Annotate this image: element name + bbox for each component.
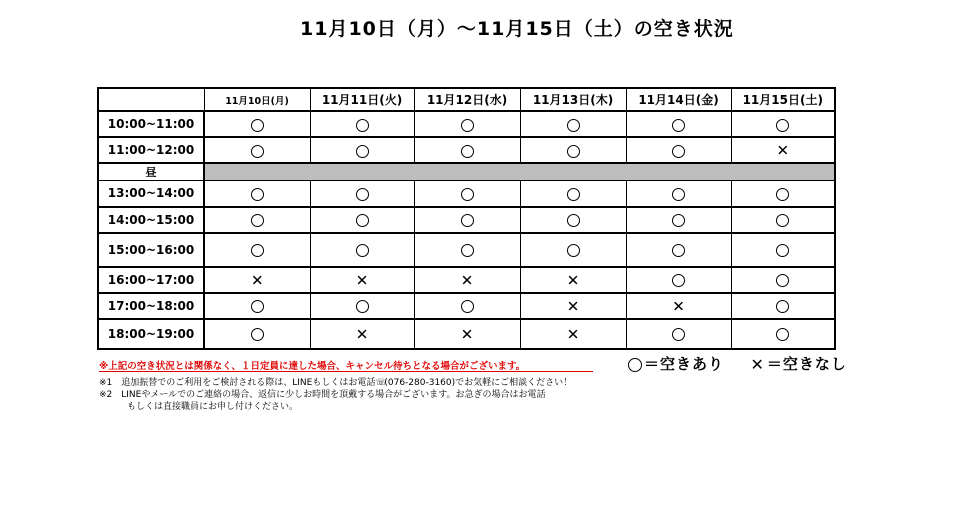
available-mark — [356, 188, 369, 201]
availability-cell — [731, 137, 835, 163]
availability-cell — [204, 181, 310, 207]
page-title: 11月10日（月）～11月15日（土）の空き状況 — [300, 18, 734, 40]
availability-cell — [731, 111, 835, 137]
available-mark — [672, 145, 685, 158]
availability-cell — [626, 207, 731, 233]
available-mark — [567, 119, 580, 132]
available-mark — [461, 145, 474, 158]
time-slot-row — [98, 111, 835, 137]
available-mark — [776, 119, 789, 132]
legend — [628, 353, 847, 374]
availability-cell — [310, 319, 414, 349]
availability-cell — [414, 233, 520, 267]
available-mark — [356, 300, 369, 313]
time-slot-row — [98, 293, 835, 319]
unavailable-mark: ✕ — [460, 325, 474, 344]
lunch-row — [98, 163, 835, 181]
legend-unavailable: ＝空きなし — [766, 355, 847, 373]
note-1-text: ※1 追加振替でのご利用をご検討される際は、LINEもしくはお電話 — [99, 378, 376, 388]
available-mark — [356, 244, 369, 257]
time-slot-row — [98, 233, 835, 267]
cross-mark-icon: ✕ — [750, 355, 765, 374]
available-mark — [567, 244, 580, 257]
availability-cell — [520, 111, 626, 137]
available-mark — [776, 274, 789, 287]
availability-cell — [414, 181, 520, 207]
available-mark — [251, 244, 264, 257]
note-1 — [99, 377, 572, 389]
available-mark — [672, 244, 685, 257]
note-1-phone: (076-280-3160)でお気軽にご相談ください！ — [384, 378, 573, 388]
availability-cell — [414, 319, 520, 349]
phone-icon: ☏ — [375, 378, 387, 388]
date-header: 11月11日(火) — [310, 88, 414, 111]
date-header: 11月10日(月) — [204, 88, 310, 111]
available-mark — [672, 214, 685, 227]
available-mark — [461, 188, 474, 201]
available-mark — [251, 300, 264, 313]
availability-cell — [731, 293, 835, 319]
unavailable-mark: ✕ — [355, 325, 369, 344]
availability-cell — [310, 207, 414, 233]
availability-cell — [520, 233, 626, 267]
availability-cell — [204, 137, 310, 163]
legend-available: ＝空きあり — [644, 355, 725, 373]
time-slot-label: 16:00~17:00 — [98, 267, 204, 293]
availability-cell — [310, 111, 414, 137]
available-mark — [776, 214, 789, 227]
availability-cell — [626, 181, 731, 207]
available-mark — [251, 145, 264, 158]
time-slot-row — [98, 267, 835, 293]
time-slot-label: 17:00~18:00 — [98, 293, 204, 319]
available-mark — [672, 188, 685, 201]
available-mark — [251, 328, 264, 341]
available-mark — [672, 328, 685, 341]
available-mark — [672, 119, 685, 132]
availability-cell — [626, 293, 731, 319]
time-slot-row — [98, 207, 835, 233]
unavailable-mark: ✕ — [355, 271, 369, 290]
availability-cell — [414, 137, 520, 163]
time-slot-label: 13:00~14:00 — [98, 181, 204, 207]
availability-cell — [414, 293, 520, 319]
available-mark — [776, 300, 789, 313]
availability-cell — [204, 319, 310, 349]
availability-cell — [310, 267, 414, 293]
availability-cell — [520, 207, 626, 233]
date-header: 11月13日(木) — [520, 88, 626, 111]
available-mark — [567, 214, 580, 227]
availability-cell — [414, 267, 520, 293]
availability-cell — [520, 293, 626, 319]
availability-cell — [731, 267, 835, 293]
availability-cell — [626, 267, 731, 293]
available-mark — [356, 145, 369, 158]
availability-cell — [204, 293, 310, 319]
unavailable-mark: ✕ — [672, 297, 685, 316]
available-mark — [776, 244, 789, 257]
unavailable-mark: ✕ — [460, 271, 474, 290]
available-mark — [461, 300, 474, 313]
available-mark — [776, 328, 789, 341]
time-slot-label: 18:00~19:00 — [98, 319, 204, 349]
available-mark — [567, 188, 580, 201]
availability-cell — [626, 319, 731, 349]
notice-underline — [99, 371, 593, 372]
circle-mark-icon — [628, 358, 642, 372]
availability-cell — [310, 293, 414, 319]
unavailable-mark: ✕ — [566, 271, 580, 290]
availability-cell — [414, 207, 520, 233]
availability-cell — [520, 181, 626, 207]
available-mark — [672, 274, 685, 287]
availability-cell — [204, 233, 310, 267]
availability-cell — [731, 319, 835, 349]
date-header: 11月15日(土) — [731, 88, 835, 111]
availability-cell — [310, 137, 414, 163]
available-mark — [356, 119, 369, 132]
available-mark — [251, 214, 264, 227]
time-slot-label: 15:00~16:00 — [98, 233, 204, 267]
available-mark — [251, 188, 264, 201]
availability-cell — [520, 319, 626, 349]
header-row — [98, 88, 835, 111]
corner-cell — [98, 88, 204, 111]
note-2: ※2 LINEやメールでのご連絡の場合、返信に少しお時間を頂戴する場合がございます。お急ぎの場合はお電話 — [99, 390, 546, 400]
availability-cell — [731, 207, 835, 233]
availability-cell — [520, 267, 626, 293]
availability-cell — [731, 181, 835, 207]
availability-cell — [626, 111, 731, 137]
available-mark — [461, 119, 474, 132]
availability-cell — [520, 137, 626, 163]
time-slot-label: 11:00~12:00 — [98, 137, 204, 163]
availability-cell — [626, 233, 731, 267]
date-header: 11月14日(金) — [626, 88, 731, 111]
time-slot-row — [98, 181, 835, 207]
available-mark — [461, 244, 474, 257]
available-mark — [251, 119, 264, 132]
availability-cell — [414, 111, 520, 137]
available-mark — [776, 188, 789, 201]
unavailable-mark: ✕ — [250, 271, 264, 290]
time-slot-label: 14:00~15:00 — [98, 207, 204, 233]
unavailable-mark: ✕ — [776, 141, 790, 160]
availability-table — [97, 87, 836, 350]
availability-cell — [310, 181, 414, 207]
availability-cell — [204, 207, 310, 233]
available-mark — [356, 214, 369, 227]
availability-cell — [626, 137, 731, 163]
time-slot-row — [98, 137, 835, 163]
date-header: 11月12日(水) — [414, 88, 520, 111]
cancellation-notice: ※上記の空き状況とは関係なく、１日定員に達した場合、キャンセル待ちとなる場合がございます。 — [99, 361, 526, 372]
lunch-label: 昼 — [98, 163, 204, 181]
unavailable-mark: ✕ — [566, 297, 580, 316]
note-2-cont — [99, 401, 572, 413]
lunch-bar — [204, 163, 835, 181]
available-mark — [461, 214, 474, 227]
note-2-cont-text: もしくは直接職員にお申し付けください。 — [127, 402, 299, 412]
unavailable-mark: ✕ — [566, 325, 580, 344]
availability-cell — [204, 267, 310, 293]
available-mark — [567, 145, 580, 158]
time-slot-label: 10:00~11:00 — [98, 111, 204, 137]
availability-cell — [310, 233, 414, 267]
availability-cell — [204, 111, 310, 137]
notes — [99, 377, 572, 413]
time-slot-row — [98, 319, 835, 349]
availability-cell — [731, 233, 835, 267]
